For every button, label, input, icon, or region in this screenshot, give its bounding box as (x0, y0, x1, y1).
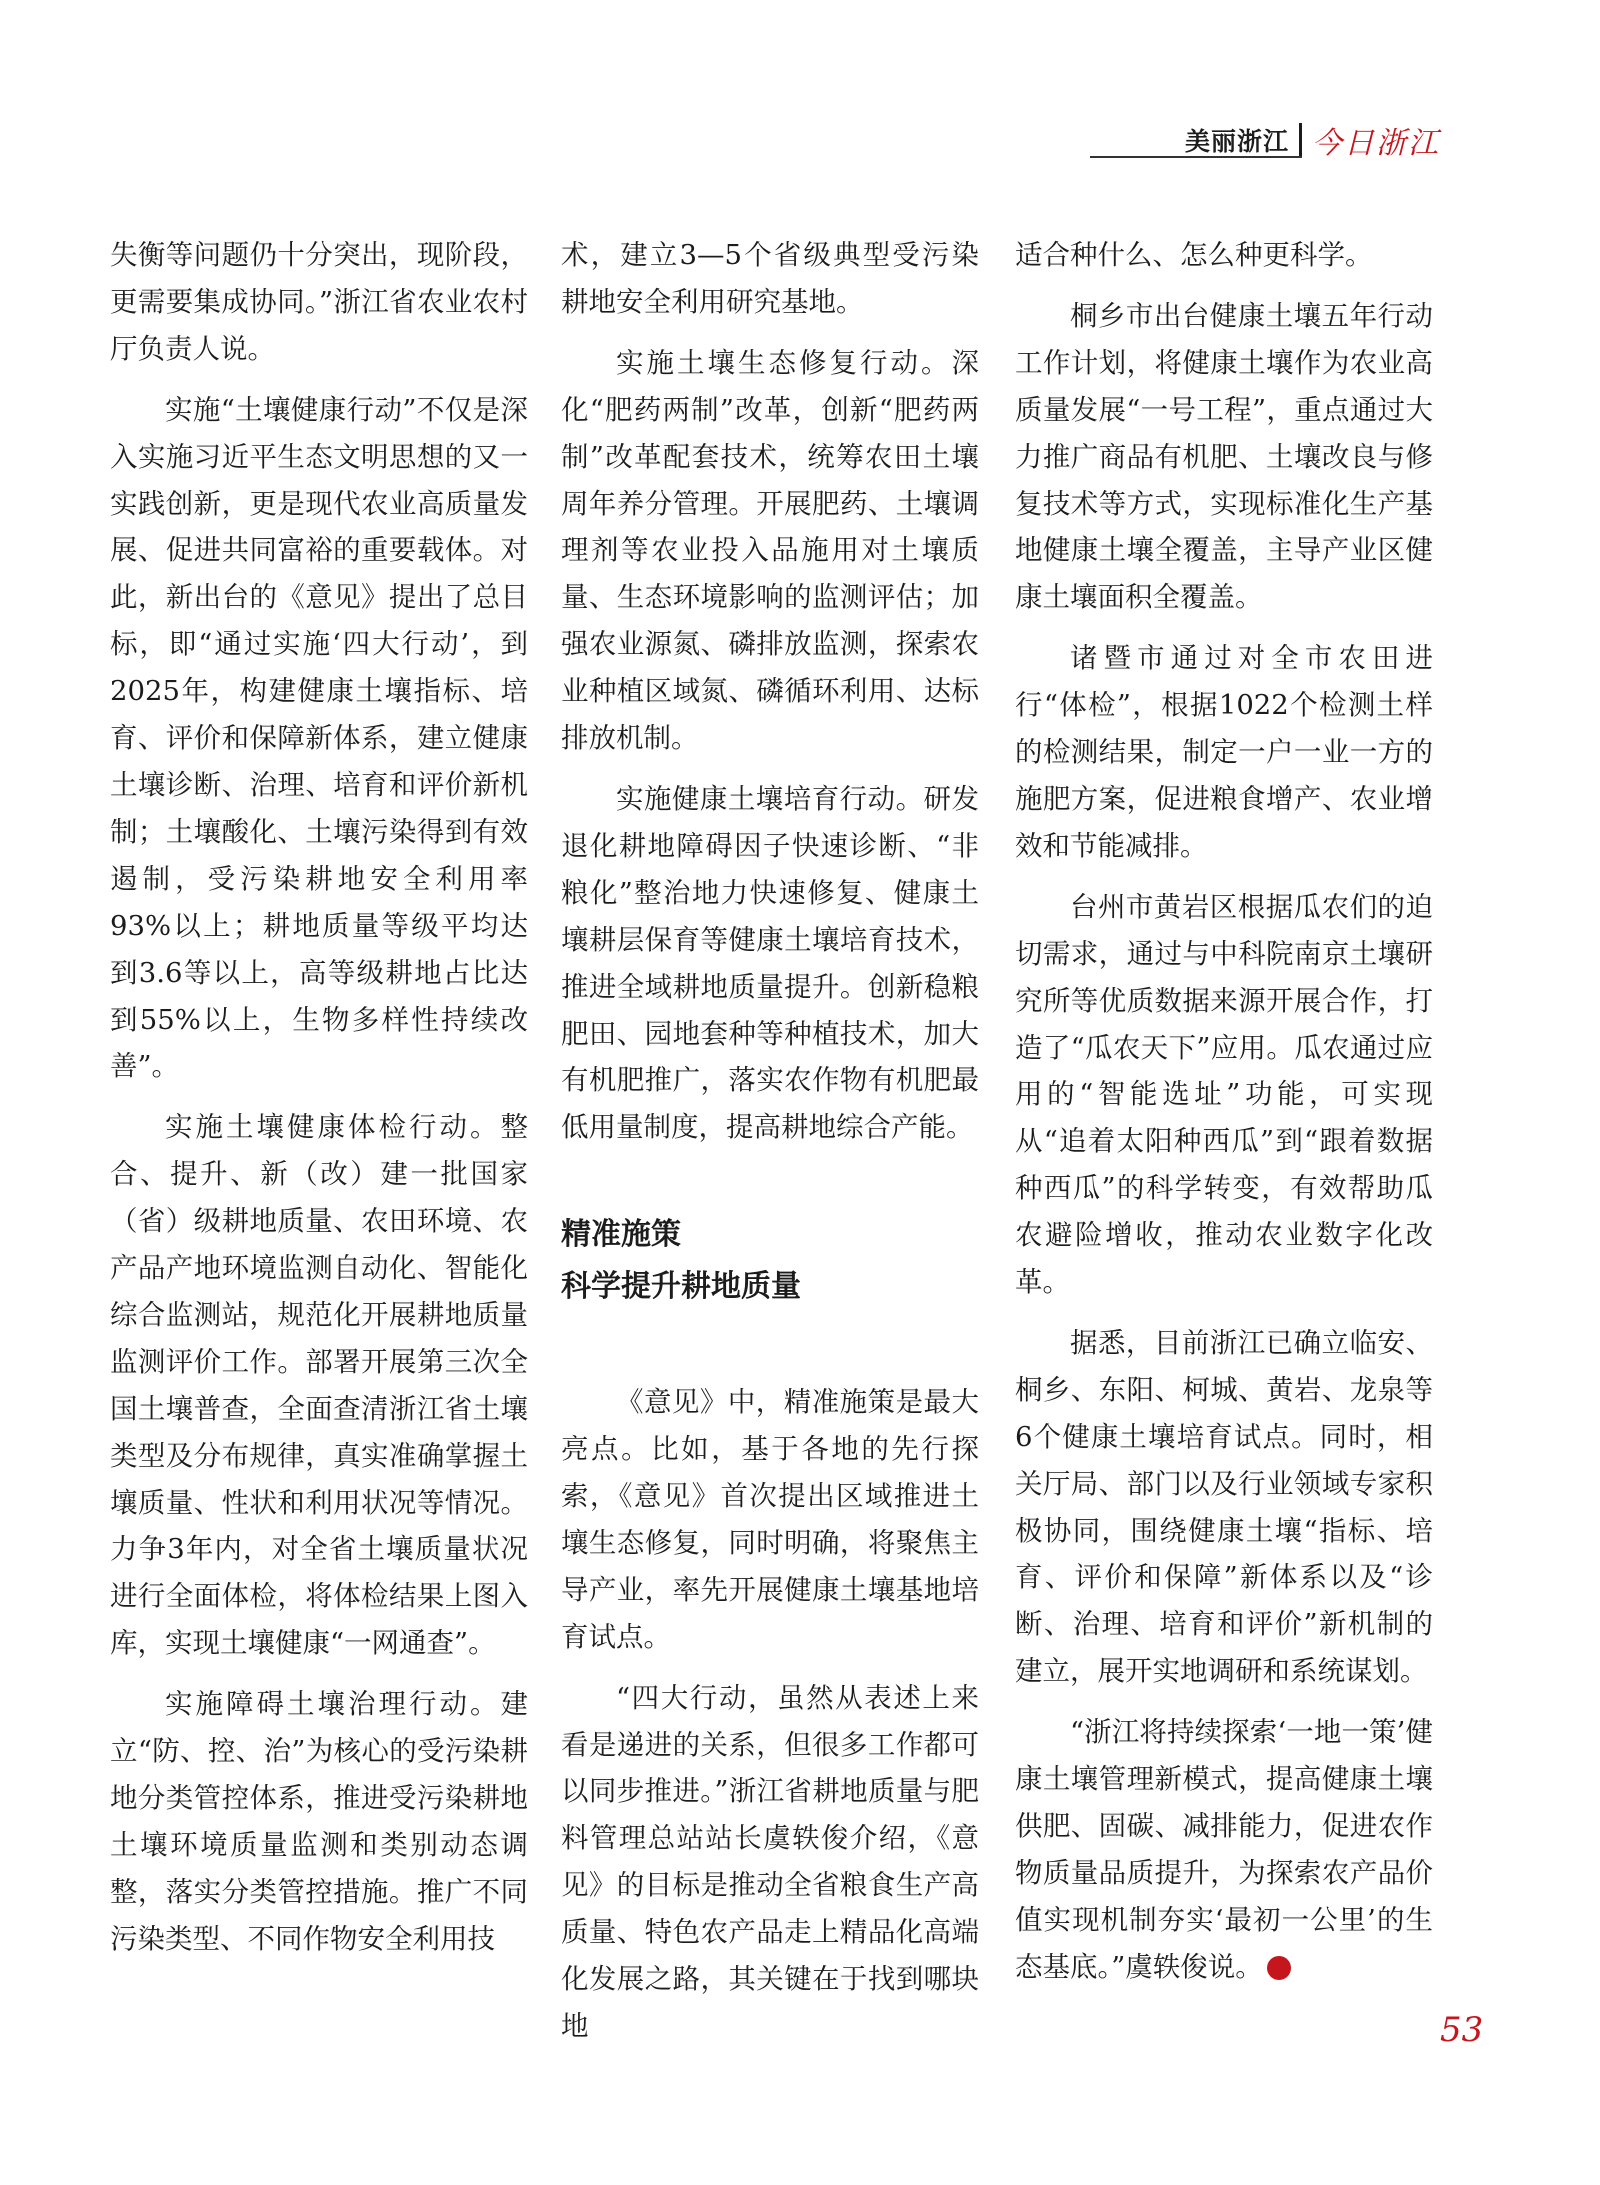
paragraph: 实施“土壤健康行动”不仅是深入实施习近平生态文明思想的又一实践创新，更是现代农业高质量发展、促进共同富裕的重要载体。对此，新出台的《意见》提出了总目标，即“通过实施‘四大行动’，到2025年，构建健康土壤指标、培育、评价和保障新体系，建立健康土壤诊断、治理、培育和评价新机制；土壤酸化、土壤污染得到有效遏制，受污染耕地安全利用率93%以上；耕地质量等级平均达到3.6等以上，高等级耕地占比达到55%以上，生物多样性持续改善”。 (110, 393, 528, 1083)
column-right (1015, 232, 1433, 1991)
paragraph: 实施土壤生态修复行动。深化“肥药两制”改革，创新“肥药两制”改革配套技术，统筹农田土壤周年养分管理。开展肥药、土壤调理剂等农业投入品施用对土壤质量、生态环境影响的监测评估；加强农业源氮、磷排放监测，探索农业种植区域氮、磷循环利用、达标排放机制。 (561, 346, 979, 755)
section-heading-line2: 科学提升耕地质量 (561, 1269, 801, 1305)
paragraph: 实施障碍土壤治理行动。建立“防、控、治”为核心的受污染耕地分类管控体系，推进受污染耕地土壤环境质量监测和类别动态调整，落实分类管控措施。推广不同污染类型、不同作物安全利用技 (110, 1688, 528, 1955)
header-rule (1090, 156, 1302, 158)
paragraph-text: “浙江将持续探索‘一地一策’健康土壤管理新模式，提高健康土壤供肥、固碳、减排能力，促进农作物质量品质提升，为探索农产品价值实现机制夯实‘最初一公里’的生态基底。”虞轶俊说。 (1015, 1716, 1433, 1983)
paragraph: “四大行动，虽然从表述上来看是递进的关系，但很多工作都可以同步推进。”浙江省耕地质量与肥料管理总站站长虞轶俊介绍，《意见》的目标是推动全省粮食生产高质量、特色农产品走上精品化高端化发展之路，其关键在于找到哪块地 (561, 1681, 979, 2042)
column-left (110, 232, 528, 1963)
paragraph: 术，建立3—5个省级典型受污染耕地安全利用研究基地。 (561, 239, 979, 318)
paragraph: 适合种什么、怎么种更科学。 (1015, 239, 1373, 271)
header-divider (1299, 123, 1302, 157)
paragraph: 据悉，目前浙江已确立临安、桐乡、东阳、柯城、黄岩、龙泉等6个健康土壤培育试点。同时，相关厅局、部门以及行业领域专家积极协同，围绕健康土壤“指标、培育、评价和保障”新体系以及“诊断、治理、培育和评价”新机制的建立，展开实地调研和系统谋划。 (1015, 1326, 1433, 1688)
paragraph: 《意见》中，精准施策是最大亮点。比如，基于各地的先行探索，《意见》首次提出区域推进土壤生态修复，同时明确，将聚焦主导产业，率先开展健康土壤基地培育试点。 (561, 1386, 979, 1653)
magazine-logo: 今日浙江 (1312, 126, 1440, 161)
paragraph: 失衡等问题仍十分突出，现阶段，更需要集成协同。”浙江省农业农村厅负责人说。 (110, 239, 528, 365)
paragraph-last (1015, 1709, 1433, 1990)
end-mark-icon: 今 (1267, 1956, 1291, 1980)
column-middle (561, 232, 979, 2050)
paragraph: 实施土壤健康体检行动。整合、提升、新（改）建一批国家（省）级耕地质量、农田环境、农产品产地环境监测自动化、智能化综合监测站，规范化开展耕地质量监测评价工作。部署开展第三次全国土壤普查，全面查清浙江省土壤类型及分布规律，真实准确掌握土壤质量、性状和利用状况等情况。力争3年内，对全省土壤质量状况进行全面体检，将体检结果上图入库，实现土壤健康“一网通查”。 (110, 1111, 528, 1660)
section-heading (561, 1209, 979, 1313)
paragraph: 实施健康土壤培育行动。研发退化耕地障碍因子快速诊断、“非粮化”整治地力快速修复、健康土壤耕层保育等健康土壤培育技术，推进全域耕地质量提升。创新稳粮肥田、园地套种等种植技术，加大有机肥推广，落实农作物有机肥最低用量制度，提高耕地综合产能。 (561, 782, 979, 1144)
paragraph: 诸暨市通过对全市农田进行“体检”，根据1022个检测土样的检测结果，制定一户一业一方的施肥方案，促进粮食增产、农业增效和节能减排。 (1015, 642, 1433, 862)
paragraph: 台州市黄岩区根据瓜农们的迫切需求，通过与中科院南京土壤研究所等优质数据来源开展合作，打造了“瓜农天下”应用。瓜农通过应用的“智能选址”功能，可实现从“追着太阳种西瓜”到“跟着数据种西瓜”的科学转变，有效帮助瓜农避险增收，推动农业数字化改革。 (1015, 890, 1433, 1299)
section-heading-line1: 精准施策 (561, 1217, 681, 1253)
paragraph: 桐乡市出台健康土壤五年行动工作计划，将健康土壤作为农业高质量发展“一号工程”，重点通过大力推广商品有机肥、土壤改良与修复技术等方式，实现标准化生产基地健康土壤全覆盖，主导产业区健康土壤面积全覆盖。 (1015, 299, 1433, 614)
section-label: 美丽浙江 (1184, 127, 1289, 156)
page-number: 53 (1440, 2010, 1484, 2050)
